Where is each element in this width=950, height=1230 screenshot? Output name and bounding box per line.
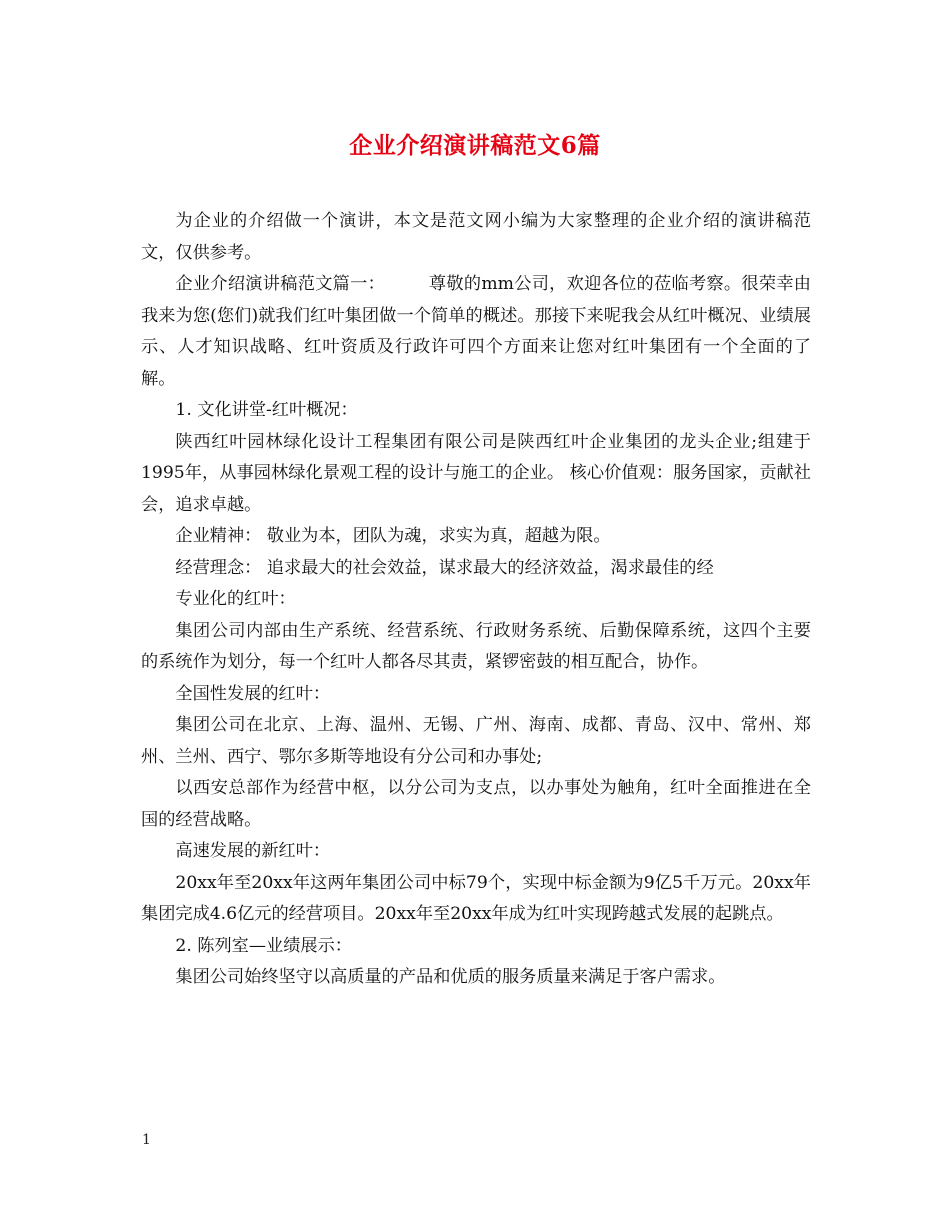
subheading: 高速发展的新红叶： <box>175 841 331 861</box>
subheading: 全国性发展的红叶： <box>175 683 331 704</box>
paragraph: 企业精神： 敬业为本，团队为魂，求实为真，超越为限。 <box>175 526 611 546</box>
subheading: 专业化的红叶： <box>175 589 296 609</box>
paragraph: 集团公司在北京、上海、温州、无锡、广州、海南、成都、青岛、汉中、常州、郑州、兰州、西宁、鄂尔多斯等地设有分公司和办事处; <box>141 715 811 767</box>
paragraph: 经营理念： 追求最大的社会效益，谋求最大的经济效益，渴求最佳的经 <box>175 557 714 578</box>
document-body <box>141 206 811 994</box>
paragraph: 为企业的介绍做一个演讲，本文是范文网小编为大家整理的企业介绍的演讲稿范文，仅供参考。 <box>141 211 811 263</box>
paragraph: 陕西红叶园林绿化设计工程集团有限公司是陕西红叶企业集团的龙头企业;组建于1995年，从事园林绿化景观工程的设计与施工的企业。 核心价值观：服务国家，贡献社会，追求卓越。 <box>141 431 811 515</box>
document-title: 企业介绍演讲稿范文6篇 <box>349 132 601 159</box>
section-heading: 1. 文化讲堂-红叶概况： <box>175 400 358 420</box>
section-heading: 2. 陈列室—业绩展示： <box>175 935 352 956</box>
paragraph: 以西安总部作为经营中枢，以分公司为支点，以办事处为触角，红叶全面推进在全国的经营战略。 <box>141 778 811 830</box>
paragraph: 集团公司内部由生产系统、经营系统、行政财务系统、后勤保障系统，这四个主要的系统作为划分，每一个红叶人都各尽其责，紧锣密鼓的相互配合，协作。 <box>141 620 811 672</box>
paragraph: 集团公司始终坚守以高质量的产品和优质的服务质量来满足于客户需求。 <box>175 967 726 987</box>
page-number: 1 <box>142 1132 151 1148</box>
paragraph: 20xx年至20xx年这两年集团公司中标79个，实现中标金额为9亿5千万元。20xx年集团完成4.6亿元的经营项目。20xx年至20xx年成为红叶实现跨越式发展的起跳点。 <box>141 872 811 924</box>
paragraph: 企业介绍演讲稿范文篇一： 尊敬的mm公司，欢迎各位的莅临考察。很荣幸由我来为您(您们)就我们红叶集团做一个简单的概述。那接下来呢我会从红叶概况、业绩展示、人才知识战略、红叶资质及行政许可四个方面来让您对红叶集团有一个全面的了解。 <box>141 274 811 389</box>
